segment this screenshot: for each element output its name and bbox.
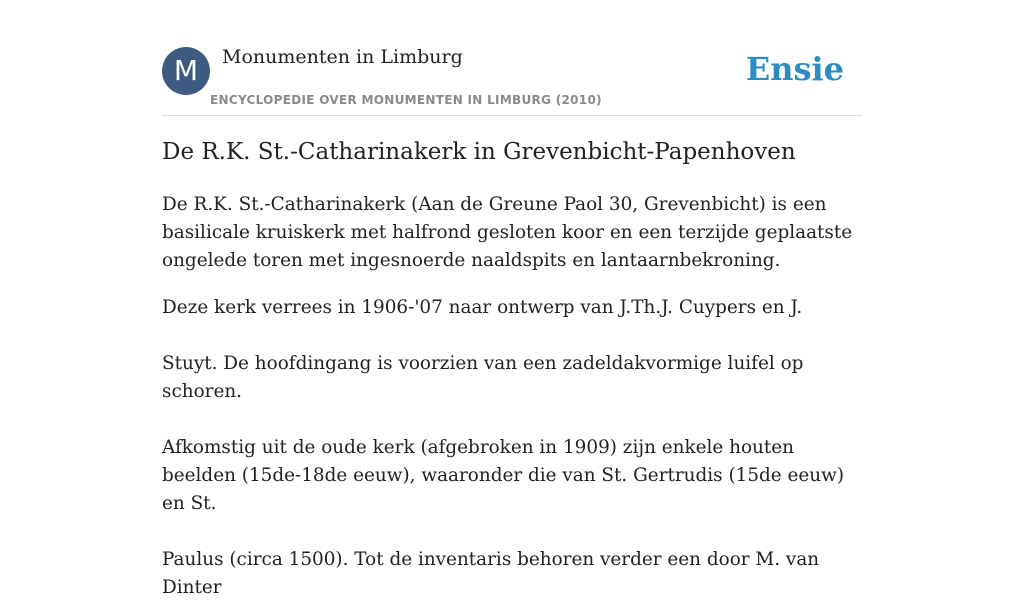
article-title: De R.K. St.-Catharinakerk in Grevenbicht-Papenhoven (162, 139, 796, 165)
book-title[interactable]: Monumenten in Limburg (222, 46, 463, 68)
book-subtitle: ENCYCLOPEDIE OVER MONUMENTEN IN LIMBURG (2010) (210, 93, 602, 107)
article-body (162, 191, 862, 602)
ensie-logo[interactable]: Ensie (745, 50, 844, 88)
article-paragraph: Stuyt. De hoofdingang is voorzien van een zadeldakvormige luifel op schoren. (162, 353, 804, 402)
book-avatar[interactable]: M (162, 47, 210, 95)
article-paragraph: Afkomstig uit de oude kerk (afgebroken in 1909) zijn enkele houten beelden (15de-18de eeuw), waaronder die van St. Gertrudis (15de eeuw) en St. (162, 437, 845, 514)
article-paragraph: Paulus (circa 1500). Tot de inventaris behoren verder een door M. van Dinter (162, 549, 820, 598)
article-paragraph: De R.K. St.-Catharinakerk (Aan de Greune Paol 30, Grevenbicht) is een basilicale kruiskerk met halfrond gesloten koor en een terzijde geplaatste ongelede toren met ingesnoerde naaldspits en lantaarnbekroning. (162, 194, 853, 271)
article-paragraph: Deze kerk verrees in 1906-'07 naar ontwerp van J.Th.J. Cuypers en J. (162, 297, 803, 318)
book-header (162, 46, 862, 116)
